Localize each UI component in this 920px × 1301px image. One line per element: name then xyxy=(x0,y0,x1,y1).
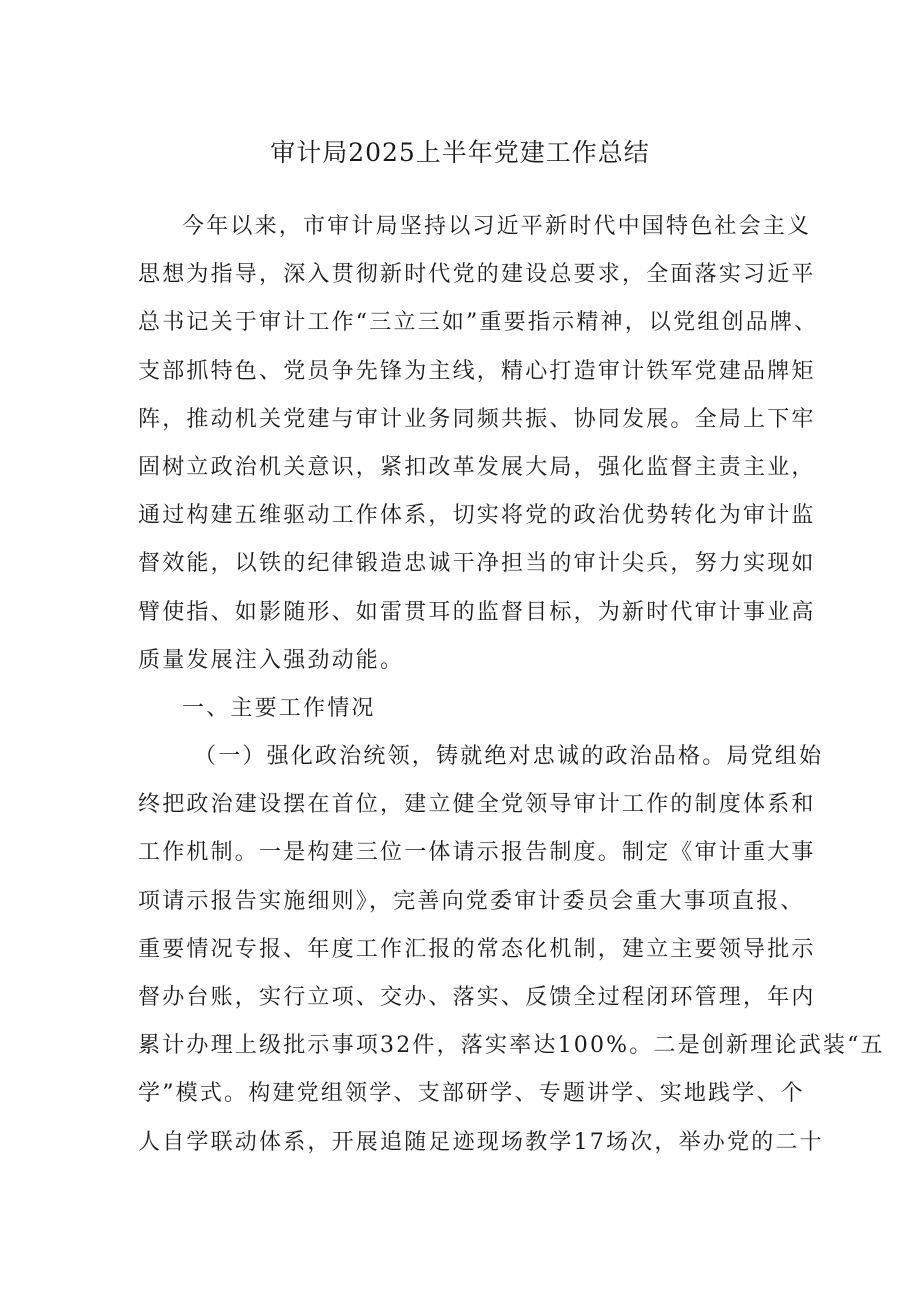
text-line: 质量发展注入强劲动能。 xyxy=(138,647,405,673)
paragraph-political xyxy=(138,733,885,1167)
text-line: 支部抓特色、党员争先锋为主线，精心打造审计铁军党建品牌矩 xyxy=(138,358,816,384)
text-line: 督效能，以铁的纪律锻造忠诚干净担当的审计尖兵，努力实现如 xyxy=(138,551,816,577)
document-title: 审计局2025上半年党建工作总结 xyxy=(270,138,650,167)
text-line: 臂使指、如影随形、如雷贯耳的监督目标，为新时代审计事业高 xyxy=(138,599,816,625)
document-body xyxy=(138,203,885,1167)
text-line: 累计办理上级批示事项32件，落实率达100%。二是创新理论武装“五 xyxy=(138,1033,885,1059)
text-line: （一）强化政治统领，铸就绝对忠诚的政治品格。局党组始 xyxy=(194,744,824,770)
text-line: 今年以来，市审计局坚持以习近平新时代中国特色社会主义 xyxy=(182,214,812,239)
text-line: 项请示报告实施细则》，完善向党委审计委员会重大事项直报、 xyxy=(138,888,805,914)
text-line: 总书记关于审计工作“三立三如”重要指示精神，以党组创品牌、 xyxy=(138,310,819,336)
text-line: 工作机制。一是构建三位一体请示报告制度。制定《审计重大事 xyxy=(138,840,816,866)
text-line: 通过构建五维驱动工作体系，切实将党的政治优势转化为审计监 xyxy=(138,503,816,529)
text-line: 固树立政治机关意识，紧扣改革发展大局，强化监督主责主业， xyxy=(138,454,816,480)
text-line: 人自学联动体系，开展追随足迹现场教学17场次，举办党的二十 xyxy=(138,1129,824,1155)
section-heading-text: 一、主要工作情况 xyxy=(182,695,376,721)
text-line: 重要情况专报、年度工作汇报的常态化机制，建立主要领导批示 xyxy=(138,936,816,962)
paragraph-intro xyxy=(138,203,819,685)
text-line: 终把政治建设摆在首位，建立健全党领导审计工作的制度体系和 xyxy=(138,792,816,818)
text-line: 思想为指导，深入贯彻新时代党的建设总要求，全面落实习近平 xyxy=(138,262,816,288)
text-line: 督办台账，实行立项、交办、落实、反馈全过程闭环管理，年内 xyxy=(138,985,816,1010)
section-heading xyxy=(138,685,798,733)
text-line: 阵，推动机关党建与审计业务同频共振、协同发展。全局上下牢 xyxy=(138,406,816,432)
text-line: 学”模式。构建党组领学、支部研学、专题讲学、实地践学、个 xyxy=(138,1081,805,1107)
